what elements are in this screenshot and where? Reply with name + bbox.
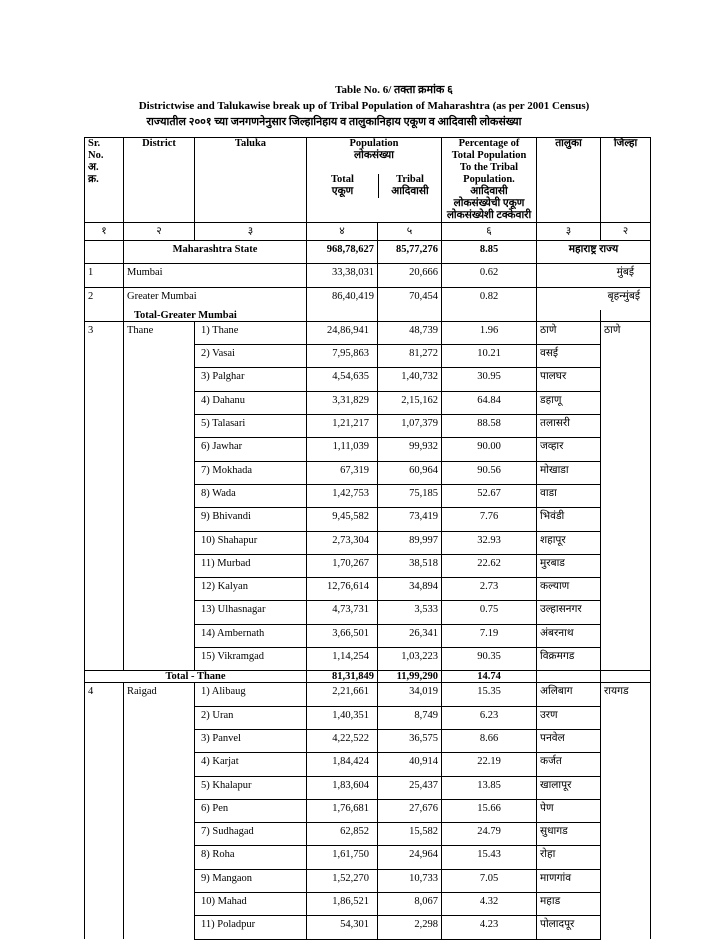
tribal-pop: 2,298 [378, 916, 442, 939]
total-pop: 7,95,863 [307, 345, 378, 368]
district-name-marathi [601, 531, 651, 554]
greater-mumbai-subtotal-row [85, 310, 651, 322]
district-name-marathi [601, 706, 651, 729]
state-total: 968,78,627 [307, 241, 378, 264]
district-name-marathi [601, 508, 651, 531]
taluka-name-marathi: सुधागड [537, 823, 601, 846]
taluka-row [85, 753, 651, 776]
header-percentage: Percentage of Total Population To the Tribal Population. आदिवासी लोकसंख्येची एकूण लोकसंख्येशी टक्केवारी [442, 138, 537, 223]
total-pop: 1,14,254 [307, 648, 378, 671]
taluka-row [85, 508, 651, 531]
district-name [124, 624, 195, 647]
state-tribal: 85,77,276 [378, 241, 442, 264]
taluka-name-marathi: अलिबाग [537, 683, 601, 706]
tribal-pop: 8,067 [378, 893, 442, 916]
taluka-name: 5) Talasari [195, 415, 307, 438]
table-title: Table No. 6/ तक्ता क्रमांक ६ [335, 84, 453, 96]
total-pop: 54,301 [307, 916, 378, 939]
taluka-name: 10) Shahapur [195, 531, 307, 554]
district-tribal-pop: 11,99,290 [378, 671, 442, 683]
taluka-name: 8) Roha [195, 846, 307, 869]
sr-no [85, 648, 124, 671]
header-sr-no: Sr. No. अ. क्र. [85, 138, 124, 223]
taluka-row [85, 484, 651, 507]
tribal-population-table [84, 137, 651, 940]
district-name-marathi [601, 893, 651, 916]
tribal-pop: 73,419 [378, 508, 442, 531]
total-pop: 2,21,661 [307, 683, 378, 706]
tribal-pop: 2,15,162 [378, 391, 442, 414]
total-pop: 1,42,753 [307, 484, 378, 507]
tribal-pop: 8,749 [378, 706, 442, 729]
taluka-row [85, 648, 651, 671]
column-number-row [85, 223, 651, 241]
taluka-name: 6) Jawhar [195, 438, 307, 461]
district-name [124, 484, 195, 507]
district-name [124, 893, 195, 916]
total-pop: 1,40,351 [307, 706, 378, 729]
tribal-pct: 7.76 [442, 508, 537, 531]
district-name [124, 869, 195, 892]
tribal-pop: 27,676 [378, 799, 442, 822]
district-total-label: Total - Thane [85, 671, 307, 683]
total-pop: 67,319 [307, 461, 378, 484]
district-total-pop: 81,31,849 [307, 671, 378, 683]
taluka-name-marathi: तलासरी [537, 415, 601, 438]
sr-no [85, 776, 124, 799]
tribal-pop: 20,666 [378, 264, 442, 287]
taluka-name-marathi: पोलादपूर [537, 916, 601, 939]
district-name-marathi [601, 345, 651, 368]
total-pop: 3,31,829 [307, 391, 378, 414]
mumbai-row [85, 264, 651, 287]
sr-no: 2 [85, 287, 124, 310]
tribal-pct: 7.19 [442, 624, 537, 647]
district-name-marathi: मुंबई [537, 264, 651, 287]
taluka-row [85, 531, 651, 554]
district-name-marathi [601, 729, 651, 752]
sr-no: 1 [85, 264, 124, 287]
district-tribal-pct: 14.74 [442, 671, 537, 683]
district-name: Greater Mumbai [124, 287, 307, 310]
sr-no [85, 799, 124, 822]
tribal-pct: 7.05 [442, 869, 537, 892]
taluka-name-marathi: उल्हासनगर [537, 601, 601, 624]
tribal-pct: 88.58 [442, 415, 537, 438]
column-number: १ [85, 223, 124, 241]
district-name [124, 508, 195, 531]
tribal-pct: 64.84 [442, 391, 537, 414]
taluka-name-marathi: वसई [537, 345, 601, 368]
taluka-name-marathi: जव्हार [537, 438, 601, 461]
column-number: ३ [537, 223, 601, 241]
sr-no [85, 438, 124, 461]
district-name [124, 415, 195, 438]
tribal-pop: 60,964 [378, 461, 442, 484]
tribal-pop: 10,733 [378, 869, 442, 892]
total-pop: 4,22,522 [307, 729, 378, 752]
taluka-name: 3) Panvel [195, 729, 307, 752]
total-pop: 1,52,270 [307, 869, 378, 892]
district-name [124, 368, 195, 391]
tribal-pop: 3,533 [378, 601, 442, 624]
taluka-name: 5) Khalapur [195, 776, 307, 799]
tribal-pop: 48,739 [378, 321, 442, 344]
sr-no [85, 846, 124, 869]
district-name: Thane [124, 321, 195, 344]
header-population: Population लोकसंख्या Total एकूण Tribal आदिवासी [307, 138, 442, 223]
tribal-pct: 4.32 [442, 893, 537, 916]
column-number: २ [601, 223, 651, 241]
district-name-marathi [601, 438, 651, 461]
taluka-row [85, 776, 651, 799]
sr-no [85, 554, 124, 577]
tribal-pct: 10.21 [442, 345, 537, 368]
sr-no [85, 368, 124, 391]
taluka-row [85, 601, 651, 624]
district-name [124, 578, 195, 601]
total-pop: 24,86,941 [307, 321, 378, 344]
tribal-pct: 15.35 [442, 683, 537, 706]
taluka-name: 7) Mokhada [195, 461, 307, 484]
tribal-pct: 22.62 [442, 554, 537, 577]
taluka-row [85, 799, 651, 822]
taluka-row [85, 554, 651, 577]
district-name-marathi [601, 823, 651, 846]
sr-no [85, 415, 124, 438]
district-name [124, 554, 195, 577]
tribal-pop: 25,437 [378, 776, 442, 799]
table-subtitle-marathi: राज्यातील २००१ च्या जनगणनेनुसार जिल्हानिहाय व तालुकानिहाय एकूण व आदिवासी लोकसंख्या [146, 116, 522, 128]
sr-no [85, 753, 124, 776]
taluka-name: 2) Uran [195, 706, 307, 729]
tribal-pct: 15.43 [442, 846, 537, 869]
district-name: Mumbai [124, 264, 307, 287]
tribal-pop: 40,914 [378, 753, 442, 776]
district-name-marathi [601, 461, 651, 484]
state-name-marathi: महाराष्ट्र राज्य [537, 241, 651, 264]
taluka-row [85, 916, 651, 939]
header-tribal: Tribal आदिवासी [391, 174, 429, 197]
taluka-row [85, 624, 651, 647]
state-pct: 8.85 [442, 241, 537, 264]
tribal-pct: 90.00 [442, 438, 537, 461]
district-name-marathi [601, 869, 651, 892]
taluka-row [85, 683, 651, 706]
total-pop: 4,73,731 [307, 601, 378, 624]
taluka-name-marathi: विक्रमगड [537, 648, 601, 671]
district-name-marathi [601, 846, 651, 869]
district-name-marathi [601, 916, 651, 939]
district-name [124, 531, 195, 554]
tribal-pop: 38,518 [378, 554, 442, 577]
district-name-marathi [601, 391, 651, 414]
district-total-row [85, 671, 651, 683]
total-pop: 62,852 [307, 823, 378, 846]
taluka-name-marathi: कल्याण [537, 578, 601, 601]
sr-no [85, 601, 124, 624]
sr-no [85, 391, 124, 414]
taluka-name: 4) Dahanu [195, 391, 307, 414]
tribal-pop: 36,575 [378, 729, 442, 752]
total-pop: 4,54,635 [307, 368, 378, 391]
tribal-pct: 2.73 [442, 578, 537, 601]
total-pop: 3,66,501 [307, 624, 378, 647]
tribal-pop: 99,932 [378, 438, 442, 461]
sr-no: 4 [85, 683, 124, 706]
district-name [124, 461, 195, 484]
taluka-name-marathi: महाड [537, 893, 601, 916]
subtotal-label: Total-Greater Mumbai [124, 310, 307, 322]
tribal-pct: 6.23 [442, 706, 537, 729]
district-name [124, 753, 195, 776]
tribal-pop: 24,964 [378, 846, 442, 869]
column-number: ४ [307, 223, 378, 241]
sr-no [85, 869, 124, 892]
column-number: २ [124, 223, 195, 241]
state-name: Maharashtra State [124, 241, 307, 264]
taluka-row [85, 345, 651, 368]
taluka-name-marathi: शहापूर [537, 531, 601, 554]
taluka-name: 10) Mahad [195, 893, 307, 916]
taluka-name: 12) Kalyan [195, 578, 307, 601]
taluka-name: 8) Wada [195, 484, 307, 507]
tribal-pop: 81,272 [378, 345, 442, 368]
taluka-name-marathi: मुरबाड [537, 554, 601, 577]
header-row [85, 138, 651, 223]
taluka-name: 1) Alibaug [195, 683, 307, 706]
taluka-name: 11) Murbad [195, 554, 307, 577]
taluka-name: 9) Bhivandi [195, 508, 307, 531]
district-name [124, 916, 195, 939]
sr-no [85, 345, 124, 368]
taluka-row [85, 368, 651, 391]
sr-no [85, 729, 124, 752]
tribal-pct: 22.19 [442, 753, 537, 776]
tribal-pct: 24.79 [442, 823, 537, 846]
tribal-pop: 89,997 [378, 531, 442, 554]
tribal-pct: 1.96 [442, 321, 537, 344]
taluka-name: 3) Palghar [195, 368, 307, 391]
taluka-row [85, 438, 651, 461]
taluka-name-marathi: कर्जत [537, 753, 601, 776]
district-name-marathi [601, 578, 651, 601]
district-name [124, 729, 195, 752]
district-name-marathi [601, 554, 651, 577]
tribal-pct: 8.66 [442, 729, 537, 752]
total-pop: 12,76,614 [307, 578, 378, 601]
sr-no [85, 893, 124, 916]
total-pop: 33,38,031 [307, 264, 378, 287]
district-name: Raigad [124, 683, 195, 706]
taluka-row [85, 321, 651, 344]
total-pop: 1,76,681 [307, 799, 378, 822]
taluka-name: 6) Pen [195, 799, 307, 822]
district-name-marathi [601, 753, 651, 776]
sr-no: 3 [85, 321, 124, 344]
total-pop: 1,11,039 [307, 438, 378, 461]
tribal-pct: 32.93 [442, 531, 537, 554]
taluka-row [85, 869, 651, 892]
tribal-pct: 4.23 [442, 916, 537, 939]
district-name-marathi [601, 648, 651, 671]
district-name [124, 706, 195, 729]
column-number: ६ [442, 223, 537, 241]
column-number: ५ [378, 223, 442, 241]
total-pop: 1,86,521 [307, 893, 378, 916]
tribal-pct: 90.35 [442, 648, 537, 671]
district-name [124, 345, 195, 368]
taluka-row [85, 846, 651, 869]
state-total-row [85, 241, 651, 264]
taluka-name-marathi: खालापूर [537, 776, 601, 799]
taluka-name: 2) Vasai [195, 345, 307, 368]
sr-no [85, 624, 124, 647]
taluka-name: 11) Poladpur [195, 916, 307, 939]
sr-no [85, 823, 124, 846]
sr-no [85, 484, 124, 507]
district-name-marathi [601, 368, 651, 391]
total-pop: 2,73,304 [307, 531, 378, 554]
greater-mumbai-row [85, 287, 651, 310]
district-name [124, 391, 195, 414]
district-name-marathi [601, 484, 651, 507]
district-name-marathi [601, 415, 651, 438]
district-name-marathi [601, 799, 651, 822]
total-pop: 1,83,604 [307, 776, 378, 799]
taluka-row [85, 461, 651, 484]
district-name-marathi [601, 624, 651, 647]
district-name-marathi: ठाणे [601, 321, 651, 344]
taluka-name: 7) Sudhagad [195, 823, 307, 846]
tribal-pct: 15.66 [442, 799, 537, 822]
tribal-pct: 0.82 [442, 287, 537, 310]
total-pop: 1,70,267 [307, 554, 378, 577]
district-name [124, 776, 195, 799]
total-pop: 1,21,217 [307, 415, 378, 438]
empty-cell [601, 671, 651, 683]
sr-no [85, 578, 124, 601]
taluka-name-marathi: ठाणे [537, 321, 601, 344]
taluka-name: 13) Ulhasnagar [195, 601, 307, 624]
tribal-pop: 1,03,223 [378, 648, 442, 671]
taluka-row [85, 391, 651, 414]
tribal-pop: 1,40,732 [378, 368, 442, 391]
taluka-row [85, 893, 651, 916]
district-name [124, 846, 195, 869]
tribal-pop: 15,582 [378, 823, 442, 846]
sr-no [85, 706, 124, 729]
tribal-pct: 13.85 [442, 776, 537, 799]
taluka-name-marathi: वाडा [537, 484, 601, 507]
district-name [124, 438, 195, 461]
taluka-name-marathi: पालघर [537, 368, 601, 391]
total-pop: 1,84,424 [307, 753, 378, 776]
sr-no [85, 508, 124, 531]
taluka-row [85, 823, 651, 846]
tribal-pop: 70,454 [378, 287, 442, 310]
taluka-name: 15) Vikramgad [195, 648, 307, 671]
table-title-block [0, 82, 728, 130]
tribal-pop: 1,07,379 [378, 415, 442, 438]
header-taluka-marathi: तालुका [537, 138, 601, 223]
tribal-pct: 0.75 [442, 601, 537, 624]
taluka-row [85, 729, 651, 752]
table-subtitle-english: Districtwise and Talukawise break up of Tribal Population of Maharashtra (as per 2001 Census) [138, 100, 590, 112]
header-total: Total एकूण [307, 174, 379, 198]
empty-cell [537, 671, 601, 683]
taluka-name: 1) Thane [195, 321, 307, 344]
total-pop: 9,45,582 [307, 508, 378, 531]
taluka-name-marathi: उरण [537, 706, 601, 729]
tribal-pop: 26,341 [378, 624, 442, 647]
taluka-name: 14) Ambernath [195, 624, 307, 647]
taluka-row [85, 706, 651, 729]
sr-no [85, 461, 124, 484]
tribal-pop: 34,894 [378, 578, 442, 601]
tribal-pct: 0.62 [442, 264, 537, 287]
sr-no [85, 531, 124, 554]
district-name [124, 648, 195, 671]
total-pop: 86,40,419 [307, 287, 378, 310]
district-name-marathi: रायगड [601, 683, 651, 706]
header-district: District [124, 138, 195, 223]
tribal-pct: 90.56 [442, 461, 537, 484]
taluka-name-marathi: डहाणू [537, 391, 601, 414]
taluka-row [85, 415, 651, 438]
column-number: ३ [195, 223, 307, 241]
district-name [124, 799, 195, 822]
taluka-name-marathi: मोखाडा [537, 461, 601, 484]
district-name-marathi: बृहन्मुंबई [537, 287, 651, 310]
taluka-name-marathi: माणगांव [537, 869, 601, 892]
taluka-name: 4) Karjat [195, 753, 307, 776]
taluka-name-marathi: पनवेल [537, 729, 601, 752]
tribal-pct: 30.95 [442, 368, 537, 391]
header-district-marathi: जिल्हा [601, 138, 651, 223]
taluka-name-marathi: रोहा [537, 846, 601, 869]
taluka-name: 9) Mangaon [195, 869, 307, 892]
tribal-pct: 52.67 [442, 484, 537, 507]
sr-no [85, 916, 124, 939]
district-name [124, 601, 195, 624]
header-taluka: Taluka [195, 138, 307, 223]
taluka-row [85, 578, 651, 601]
tribal-pop: 34,019 [378, 683, 442, 706]
taluka-name-marathi: भिवंडी [537, 508, 601, 531]
taluka-name-marathi: पेण [537, 799, 601, 822]
district-name [124, 823, 195, 846]
district-name-marathi [601, 776, 651, 799]
district-name-marathi [601, 601, 651, 624]
tribal-pop: 75,185 [378, 484, 442, 507]
total-pop: 1,61,750 [307, 846, 378, 869]
taluka-name-marathi: अंबरनाथ [537, 624, 601, 647]
